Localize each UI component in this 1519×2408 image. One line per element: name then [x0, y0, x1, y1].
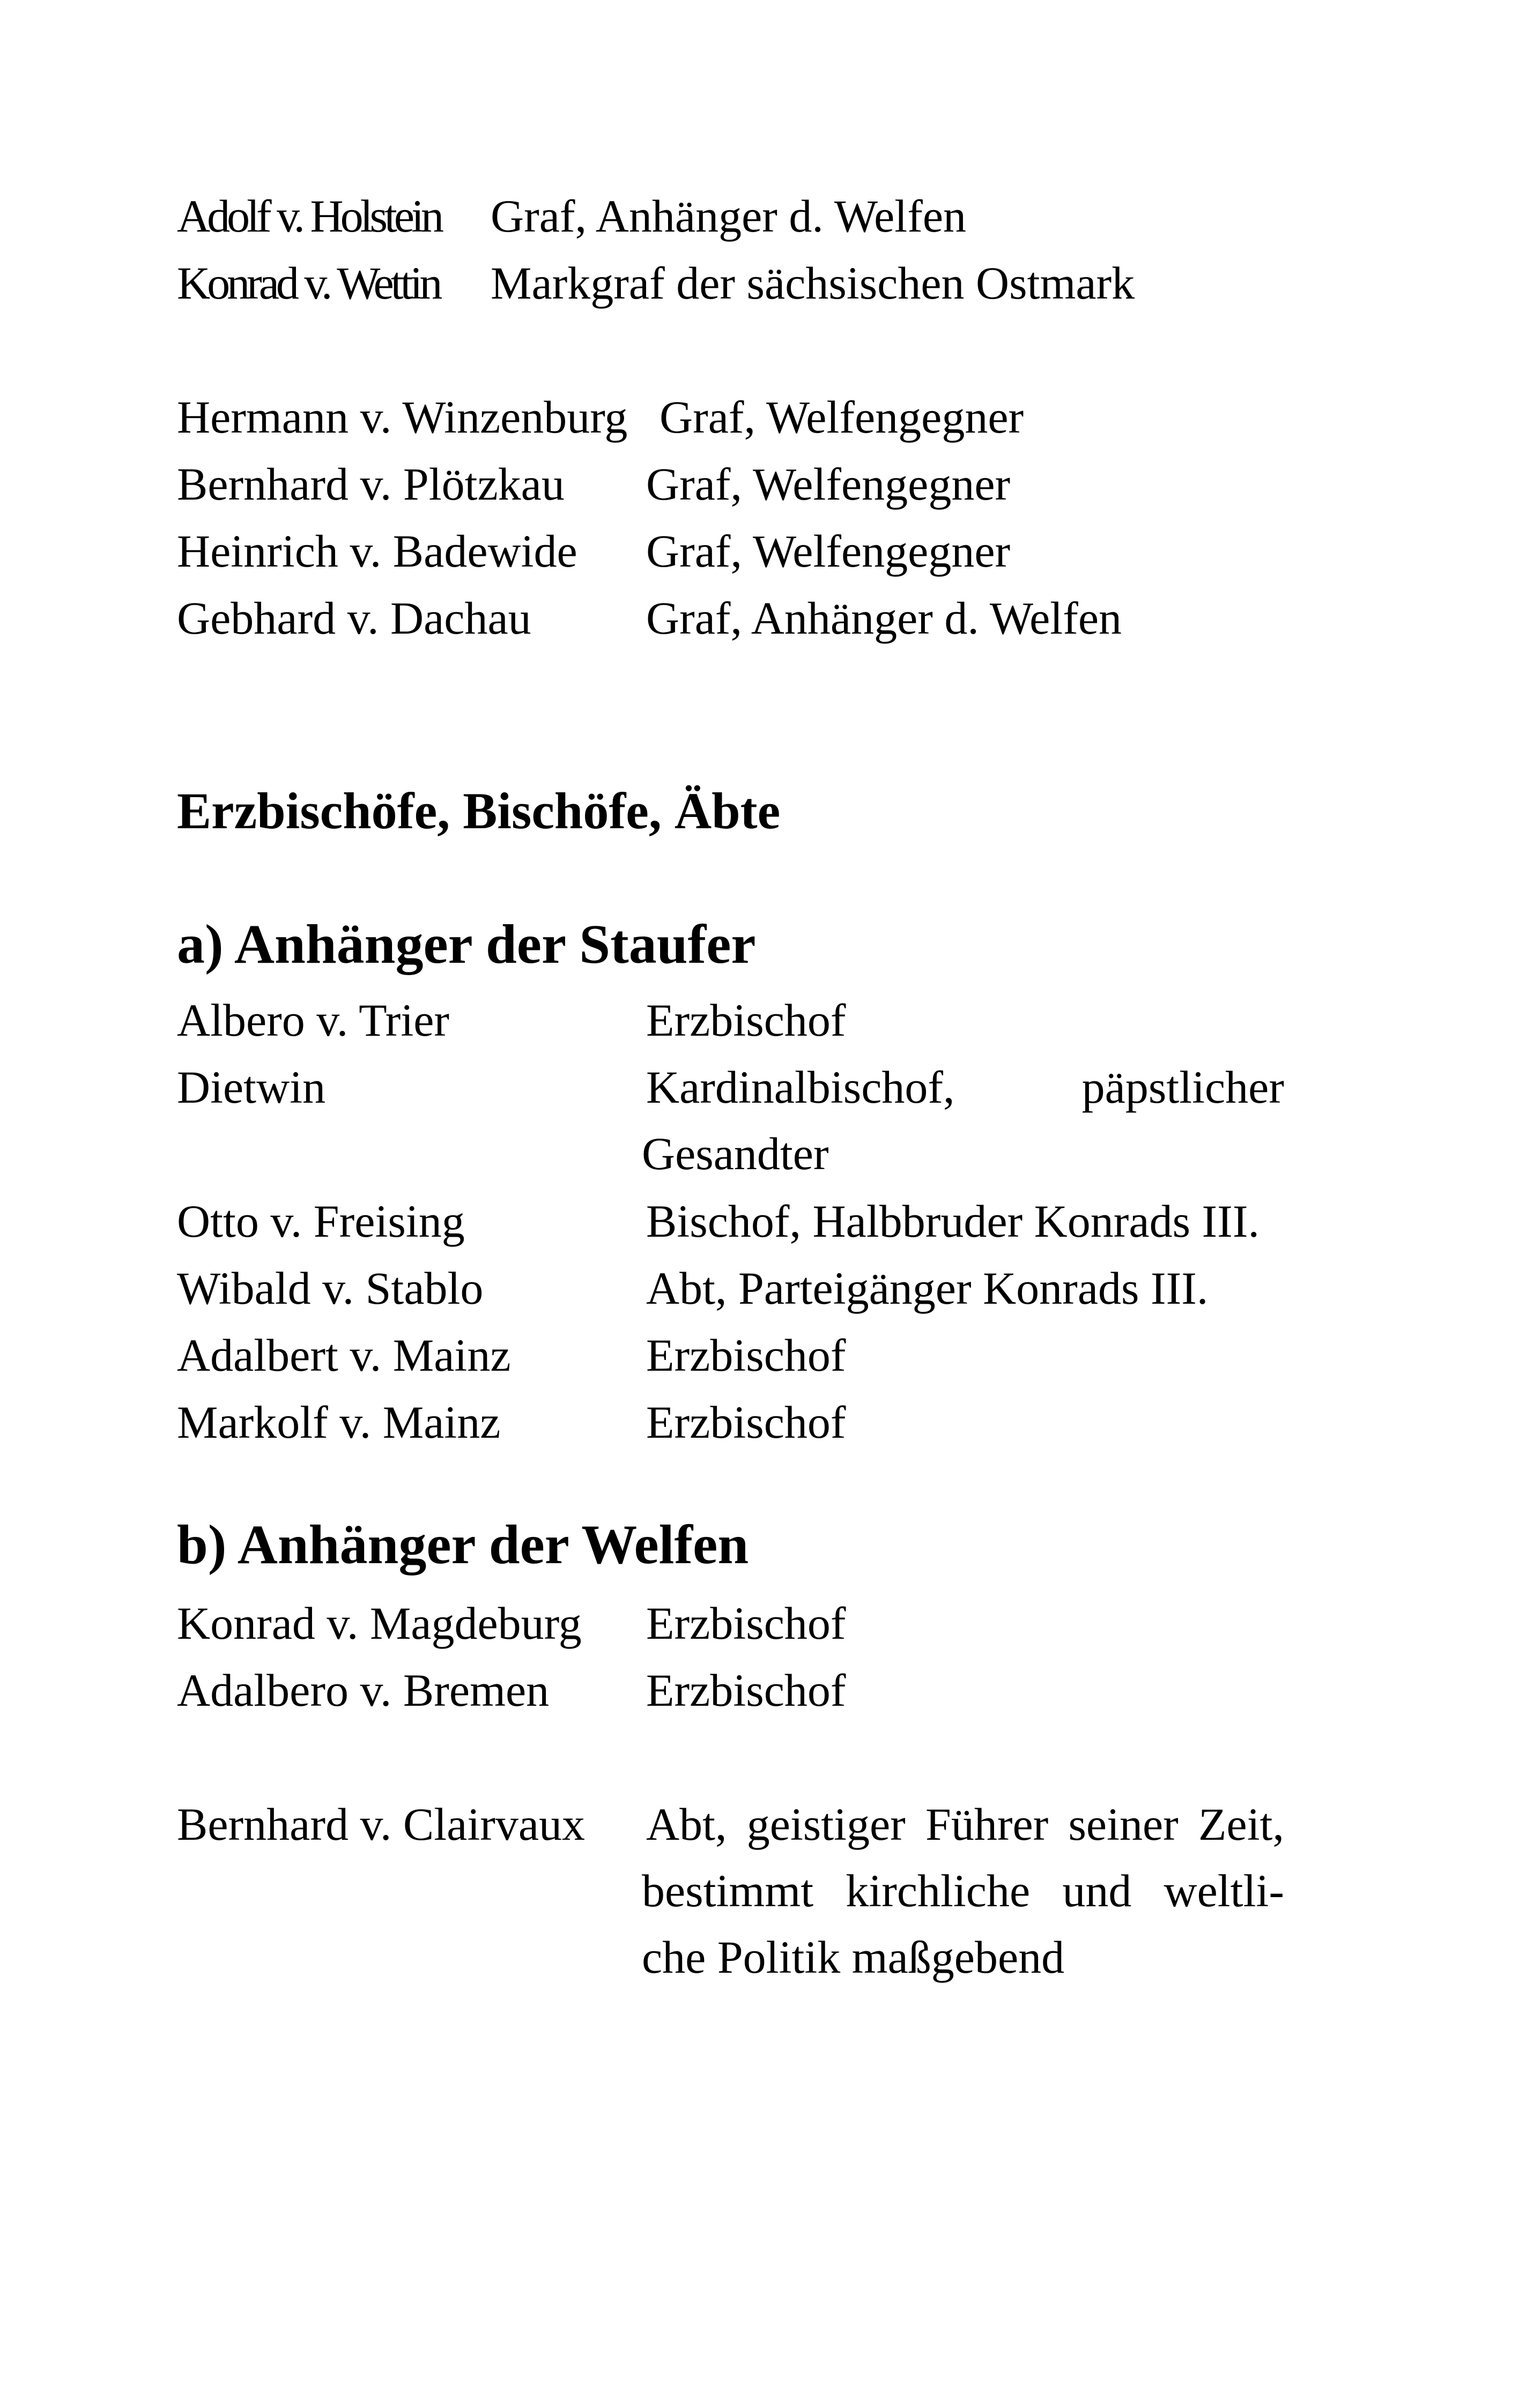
person-role: Graf, Welfengegner [646, 525, 1011, 577]
person-role: Erzbischof [646, 1329, 846, 1381]
person-name: Gebhard v. Dachau [177, 592, 531, 644]
person-name: Konrad v. Magdeburg [177, 1597, 582, 1649]
person-name: Dietwin [177, 1061, 326, 1113]
person-role-line: bestimmt kirchliche und weltli- [642, 1865, 1284, 1916]
person-role: Erzbischof [646, 1597, 846, 1649]
person-name: Konrad v. Wettin [177, 257, 440, 309]
person-role: Graf, Welfengegner [660, 391, 1024, 443]
person-role: Graf, Welfengegner [646, 458, 1011, 510]
subsection-heading-welfen: b) Anhänger der Welfen [177, 1514, 749, 1575]
person-role: Abt, Parteigänger Konrads III. [646, 1262, 1209, 1314]
person-role: Erzbischof [646, 994, 846, 1046]
person-name: Bernhard v. Plötzkau [177, 458, 565, 510]
person-role: Erzbischof [646, 1664, 846, 1716]
person-name: Albero v. Trier [177, 994, 450, 1046]
person-role: Graf, Anhänger d. Welfen [646, 592, 1122, 644]
person-role-line: che Politik maßgebend [642, 1931, 1065, 1983]
person-name: Adalbert v. Mainz [177, 1329, 511, 1381]
person-role: Markgraf der sächsischen Ostmark [491, 257, 1135, 309]
person-name: Bernhard v. Clairvaux [177, 1798, 586, 1850]
person-name: Wibald v. Stablo [177, 1262, 484, 1314]
person-name: Markolf v. Mainz [177, 1396, 501, 1448]
subsection-heading-staufer: a) Anhänger der Staufer [177, 913, 756, 975]
person-role: Erzbischof [646, 1396, 846, 1448]
section-title: Erzbischöfe, Bischöfe, Äbte [177, 782, 781, 839]
person-role: Bischof, Halbbruder Konrads III. [646, 1195, 1259, 1247]
person-role: Graf, Anhänger d. Welfen [491, 190, 967, 242]
person-role-line: Gesandter [642, 1128, 829, 1179]
person-role-line: Abt, geistiger Führer seiner Zeit, [646, 1798, 1284, 1850]
person-name: Adolf v. Holstein [177, 190, 441, 242]
person-role-line: Kardinalbischof, päpstlicher [646, 1061, 1284, 1113]
person-role-block [642, 1798, 1284, 2001]
person-name: Otto v. Freising [177, 1195, 465, 1247]
person-role-block [642, 1061, 1284, 1197]
person-name: Hermann v. Winzenburg [177, 391, 628, 443]
person-name: Adalbero v. Bremen [177, 1664, 550, 1716]
person-name: Heinrich v. Badewide [177, 525, 577, 577]
